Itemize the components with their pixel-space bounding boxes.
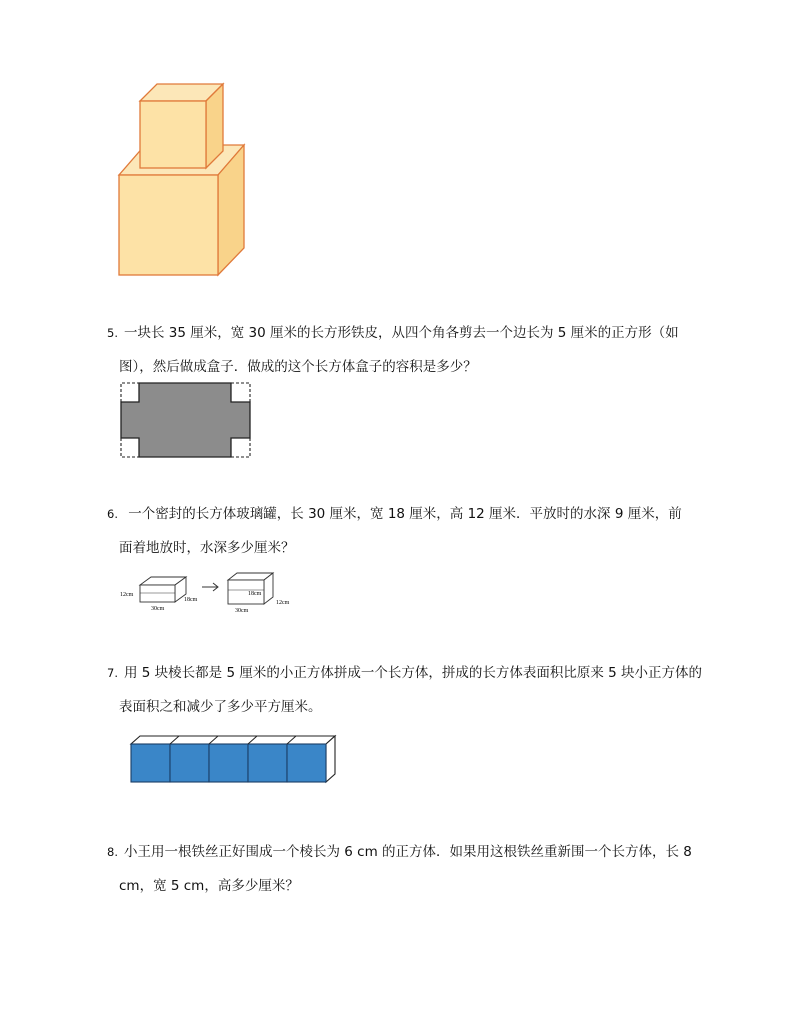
cube-5 (287, 744, 326, 782)
right-height-label: 12cm (276, 600, 290, 606)
stacked-cubes-figure (110, 78, 250, 280)
cube-row (131, 744, 326, 782)
cube-2 (170, 744, 209, 782)
large-cube-front (119, 175, 218, 275)
glass-jar-figure (118, 570, 303, 616)
cube-1 (131, 744, 170, 782)
question-text-line-1: 一个密封的长方体玻璃罐，长 30 厘米，宽 18 厘米，高 12 厘米．平放时的水深 9 厘米，前 (123, 506, 682, 522)
question-text-line-1: 一块长 35 厘米，宽 30 厘米的长方形铁皮，从四个角各剪去一个边长为 5 厘米的正方形（如 (123, 325, 679, 341)
cut-corner-sheet-figure (119, 381, 253, 461)
cube-3 (209, 744, 248, 782)
question-text-line-1: 小王用一根铁丝正好围成一个棱长为 6 cm 的正方体．如果用这根铁丝重新围一个长方体，长 8 (123, 844, 692, 860)
question-text-line-2: 面着地放时，水深多少厘米？ (119, 540, 295, 556)
cube-4 (248, 744, 287, 782)
question-number: 5. (107, 326, 118, 340)
question-5 (107, 316, 707, 384)
left-width-label: 18cm (184, 597, 198, 603)
question-number: 7. (107, 666, 118, 680)
arrow-icon (202, 583, 218, 591)
question-text-line-2: 图），然后做成盒子．做成的这个长方体盒子的容积是多少？ (119, 359, 477, 375)
right-width-label: 18cm (248, 591, 262, 597)
question-text-line-2: cm，宽 5 cm，高多少厘米？ (119, 878, 299, 894)
left-length-label: 30cm (151, 606, 165, 612)
cubes-top-face (131, 736, 335, 744)
small-cube-front (140, 101, 206, 168)
cubes-side-face (326, 736, 335, 782)
question-6 (107, 497, 707, 565)
jar-flat-box (140, 577, 186, 602)
right-length-label: 30cm (235, 608, 249, 614)
question-number: 8. (107, 845, 118, 859)
question-8 (107, 835, 707, 903)
jar-standing-box (228, 573, 273, 604)
question-text-line-1: 用 5 块棱长都是 5 厘米的小正方体拼成一个长方体，拼成的长方体表面积比原来 5 块小正方体的 (123, 665, 702, 681)
question-7 (107, 656, 707, 724)
left-height-label: 12cm (120, 592, 134, 598)
sheet-shape (121, 383, 250, 457)
five-cubes-figure (128, 733, 340, 785)
question-number: 6. (107, 507, 118, 521)
question-text-line-2: 表面积之和减少了多少平方厘米。 (119, 699, 322, 715)
